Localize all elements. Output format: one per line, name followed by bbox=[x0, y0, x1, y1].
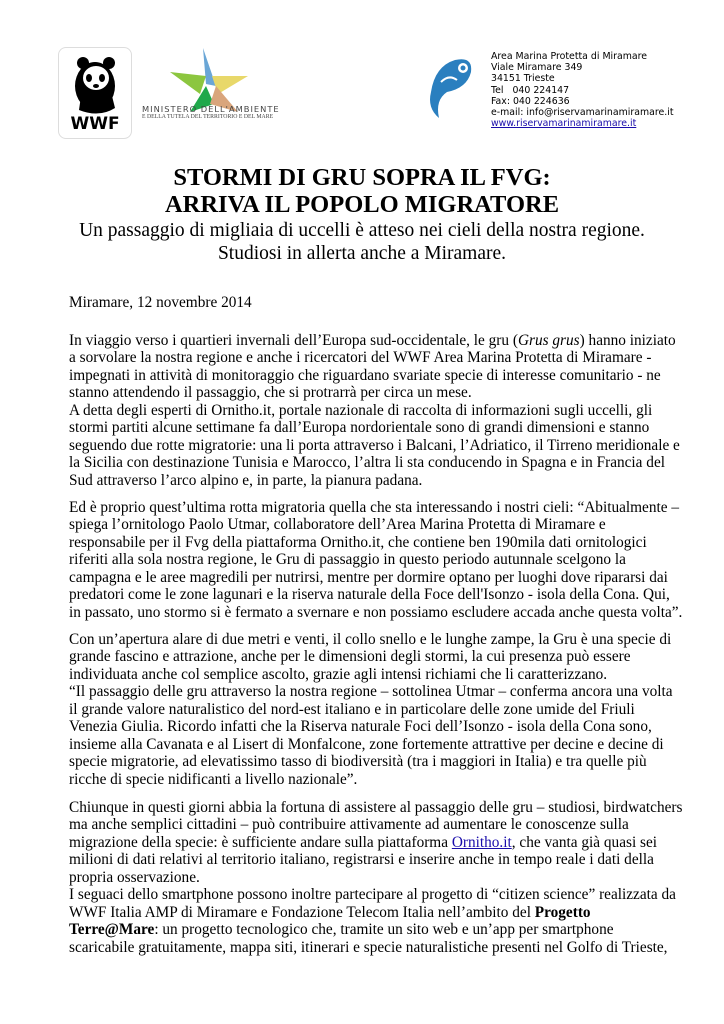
text-segment: stanno attendendo il passaggio, che si protrarrà per circa un mese. bbox=[69, 384, 472, 402]
text-line bbox=[69, 939, 689, 956]
bold-text: Progetto bbox=[534, 903, 591, 921]
text-segment: migrazione della specie: è sufficiente andare sulla piattaforma bbox=[69, 833, 452, 851]
text-segment: specie migratorie, ad elevatissimo tasso di biodiversità (tra i maggiori in Italia) e tra quelle più bbox=[69, 753, 647, 771]
subtitle bbox=[0, 219, 724, 265]
text-segment: ricche di specie nidificanti a livello nazionale”. bbox=[69, 770, 358, 788]
text-line bbox=[69, 384, 689, 401]
text-line bbox=[69, 718, 689, 735]
text-segment: WWF Italia AMP di Miramare e Fondazione Telecom Italia nell’ambito del bbox=[69, 903, 535, 921]
ornitho-link[interactable]: Ornitho.it bbox=[451, 833, 512, 851]
text-line bbox=[69, 753, 689, 770]
text-line bbox=[69, 534, 689, 551]
text-line bbox=[69, 419, 689, 436]
text-segment: “Il passaggio delle gru attraverso la nostra regione – sottolinea Utmar – conferma ancora una volta bbox=[69, 683, 673, 701]
paragraph bbox=[69, 332, 689, 489]
text-segment: Venezia Giulia. Ricordo infatti che la Riserva naturale Foci dell’Isonzo - isola della Cona sono, bbox=[69, 718, 652, 736]
text-line bbox=[69, 683, 689, 700]
date-line: Miramare, 12 novembre 2014 bbox=[69, 294, 252, 311]
text-segment: propria osservazione. bbox=[69, 868, 200, 886]
contact-line: Fax: 040 224636 bbox=[491, 95, 570, 107]
text-segment: individuata anche col semplice ascolto, grazie agli intensi richiami che li caratterizzano. bbox=[69, 665, 608, 683]
contact-block bbox=[491, 51, 674, 129]
text-segment: predatori come le zone lagunari e la riserva naturale della Foce dell'Isonzo - isola della Cona. Qui, bbox=[69, 586, 670, 604]
bold-text: Terre@Mare bbox=[69, 921, 155, 939]
text-line bbox=[69, 631, 689, 648]
title-line: STORMI DI GRU SOPRA IL FVG: bbox=[173, 164, 551, 191]
text-line bbox=[69, 586, 689, 603]
contact-line: Area Marina Protetta di Miramare bbox=[491, 51, 648, 62]
subtitle-line: Studiosi in allerta anche a Miramare. bbox=[217, 243, 507, 264]
text-segment: A detta degli esperti di Ornitho.it, portale nazionale di raccolta di informazioni sugli uccelli, gli bbox=[69, 401, 653, 419]
text-segment: Con un’apertura alare di due metri e venti, il collo snello e le lunghe zampe, la Gru è una specie di bbox=[69, 631, 672, 648]
wwf-logo-text: WWF bbox=[70, 114, 120, 134]
text-segment: milioni di dati relativi al territorio italiano, registrarsi e inserire anche in tempo reale i dati della bbox=[69, 851, 654, 869]
text-segment: Sud attraverso l’arco alpino e, in parte, la pianura padana. bbox=[69, 471, 423, 489]
contact-line: 34151 Trieste bbox=[491, 73, 555, 85]
wwf-logo bbox=[58, 47, 132, 139]
text-segment: in passato, uno stormo si è fermato a svernare e non possiamo escludere accada anche questa volta”. bbox=[69, 603, 683, 621]
text-line bbox=[69, 921, 689, 938]
website-link[interactable]: www.riservamarinamiramare.it bbox=[491, 118, 637, 130]
ministry-line-1: MINISTERO DELL'AMBIENTE bbox=[142, 104, 280, 114]
italic-text: Grus grus bbox=[517, 332, 580, 349]
text-line bbox=[69, 349, 689, 366]
text-line bbox=[69, 701, 689, 718]
text-segment: scaricabile gratuitamente, mappa siti, itinerari e specie naturalistiche presenti nel Golfo di Trieste, bbox=[69, 938, 668, 956]
text-segment: impegnati in attività di monitoraggio che riguardano svariate specie di interesse comunitario - ne bbox=[69, 366, 661, 384]
text-line bbox=[69, 869, 689, 886]
ministry-line-2: E DELLA TUTELA DEL TERRITORIO E DEL MARE bbox=[142, 114, 274, 120]
text-line bbox=[69, 771, 689, 788]
text-line bbox=[69, 736, 689, 753]
text-line bbox=[69, 551, 689, 568]
text-segment: Ed è proprio quest’ultima rotta migratoria quella che sta interessando i nostri cieli: “Abitualmente – bbox=[69, 499, 679, 516]
text-line bbox=[69, 886, 689, 903]
text-segment: riferiti alla sola nostra regione, le Gru di passaggio in questo periodo autunnale scelgono la bbox=[69, 551, 626, 569]
contact-line: Tel 040 224147 bbox=[491, 84, 570, 96]
text-segment: , che vanta già quasi sei bbox=[511, 833, 658, 851]
text-segment: campagna e le aree magredili per nutrirsi, mentre per dormire optano per luoghi dove ripararsi dai bbox=[69, 568, 668, 586]
text-segment: ma anche semplici cittadini – può contribuire attivamente ad aumentare le conoscenze sulla bbox=[69, 816, 629, 834]
text-segment: : un progetto tecnologico che, tramite un sito web e un’app per smartphone bbox=[154, 921, 614, 939]
text-segment: la Sicilia con destinazione Tunisia e Marocco, l’altra li sta conducendo in Spagna e in Francia del bbox=[69, 454, 665, 472]
text-line bbox=[69, 799, 689, 816]
text-segment: responsabile per il Fvg della piattaforma Ornitho.it, che contiene ben 190mila dati ornitologici bbox=[69, 533, 647, 551]
title-line: ARRIVA IL POPOLO MIGRATORE bbox=[164, 191, 560, 218]
paragraph bbox=[69, 631, 689, 788]
ministry-name bbox=[142, 104, 280, 120]
text-line bbox=[69, 648, 689, 665]
subtitle-line: Un passaggio di migliaia di uccelli è atteso nei cieli della nostra regione. bbox=[79, 220, 645, 241]
text-line bbox=[69, 367, 689, 384]
text-line bbox=[69, 332, 689, 349]
text-line bbox=[69, 604, 689, 621]
contact-line: Viale Miramare 349 bbox=[491, 62, 583, 74]
text-segment: insieme alla Cavanata e al Lisert di Monfalcone, zone fortemente attrattive per decine e decine di bbox=[69, 735, 664, 753]
text-line bbox=[69, 851, 689, 868]
text-segment: In viaggio verso i quartieri invernali dell’Europa sud-occidentale, le gru ( bbox=[69, 332, 518, 349]
text-segment: grande fascino e attrazione, anche per le dimensioni degli stormi, la cui presenza può essere bbox=[69, 648, 631, 666]
paragraph bbox=[69, 799, 689, 956]
text-line bbox=[69, 402, 689, 419]
fish-logo bbox=[425, 52, 475, 127]
text-line bbox=[69, 499, 689, 516]
page-title bbox=[0, 164, 724, 218]
text-line bbox=[69, 816, 689, 833]
text-line bbox=[69, 454, 689, 471]
text-line bbox=[69, 472, 689, 489]
text-segment: spiega l’ornitologo Paolo Utmar, collaboratore dell’Area Marina Protetta di Miramare e bbox=[69, 516, 606, 534]
text-segment: stormi partiti alcune settimane fa dall’Europa nordorientale sono di grandi dimensioni e stanno bbox=[69, 419, 650, 437]
text-segment: ) hanno iniziato bbox=[579, 332, 676, 349]
text-line bbox=[69, 437, 689, 454]
contact-email: e-mail: info@riservamarinamiramare.it bbox=[491, 107, 674, 119]
text-line bbox=[69, 834, 689, 851]
text-line bbox=[69, 516, 689, 533]
text-segment: seguendo due rotte migratorie: una li porta attraverso i Balcani, l’Adriatico, il Tirreno meridionale e bbox=[69, 436, 680, 454]
text-line bbox=[69, 666, 689, 683]
text-line bbox=[69, 569, 689, 586]
text-segment: il grande valore naturalistico del nord-est italiano e in particolare delle zone umide del Friuli bbox=[69, 700, 635, 718]
text-line bbox=[69, 904, 689, 921]
text-segment: Chiunque in questi giorni abbia la fortuna di assistere al passaggio delle gru – studiosi, birdwatchers bbox=[69, 799, 683, 816]
text-segment: a sorvolare la nostra regione e anche i ricercatori del WWF Area Marina Protetta di Miramare - bbox=[69, 349, 652, 367]
paragraph bbox=[69, 499, 689, 621]
text-segment: I seguaci dello smartphone possono inoltre partecipare al progetto di “citizen science” realizzata da bbox=[69, 886, 676, 904]
